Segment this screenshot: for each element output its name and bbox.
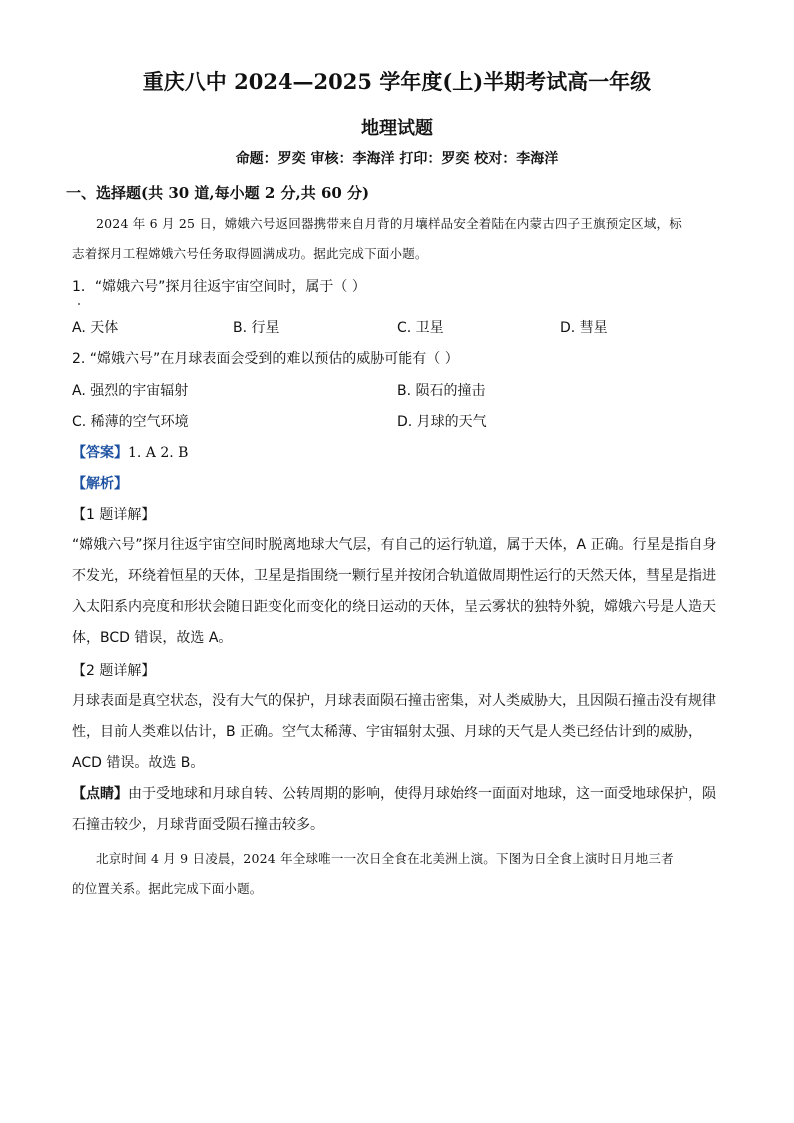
passage1-line1: 2024 年 6 月 25 日，嫦娥六号返回器携带来自月背的月壤样品安全着陆在内蒙古四子王旗预定区域，标 bbox=[96, 216, 682, 231]
section-heading: 一、选择题(共 30 道,每小题 2 分,共 60 分) bbox=[66, 184, 370, 202]
analysis-label: 【解析】 bbox=[72, 476, 128, 492]
subject-title: 地理试题 bbox=[361, 118, 433, 139]
question2-option-a: A. 强烈的宇宙辐射 bbox=[72, 383, 189, 399]
question1-stem: 1．“嫦娥六号”探月往返宇宙空间时，属于（ ） bbox=[72, 279, 366, 295]
answer-text: 1. A 2. B bbox=[128, 445, 189, 461]
detail1-line: 入太阳系内亮度和形状会随日距变化而变化的绕日运动的天体，呈云雾状的独特外貌，嫦娥六号是人造天 bbox=[72, 599, 716, 615]
question1-option-b: B. 行星 bbox=[233, 320, 280, 336]
detail1-line: “嫦娥六号”探月往返宇宙空间时脱离地球大气层，有自己的运行轨道，属于天体，A 正确。行星是指自身 bbox=[72, 537, 717, 553]
detail1-label: 【1 题详解】 bbox=[72, 507, 156, 523]
detail2-paragraph bbox=[72, 686, 724, 779]
question1-option-d: D. 彗星 bbox=[560, 320, 608, 336]
detail1-paragraph bbox=[72, 530, 724, 654]
question1-option-a: A. 天体 bbox=[72, 320, 119, 336]
question2-stem: 2. “嫦娥六号”在月球表面会受到的难以预估的威胁可能有（ ） bbox=[72, 351, 459, 367]
staff-line: 命题：罗奕 审核：李海洋 打印：罗奕 校对：李海洋 bbox=[235, 151, 559, 167]
detail2-line: 性，目前人类难以估计，B 正确。空气太稀薄、宇宙辐射太强、月球的天气是人类已经估计到的威胁， bbox=[72, 724, 703, 740]
passage2-line1: 北京时间 4 月 9 日凌晨，2024 年全球唯一一次日全食在北美洲上演。下图为日全食上演时日月地三者 bbox=[96, 851, 674, 866]
tip-line1: 由于受地球和月球自转、公转周期的影响，使得月球始终一面面对地球，这一面受地球保护，陨 bbox=[128, 786, 716, 802]
question2-option-c: C. 稀薄的空气环境 bbox=[72, 414, 189, 430]
tip-paragraph bbox=[72, 779, 724, 841]
detail2-line: ACD 错误。故选 B。 bbox=[72, 755, 205, 771]
tip-line2: 石撞击较少，月球背面受陨石撞击较多。 bbox=[72, 817, 324, 833]
detail1-line: 体，BCD 错误，故选 A。 bbox=[72, 630, 233, 646]
stray-dot bbox=[78, 303, 80, 305]
passage1-line2: 志着探月工程嫦娥六号任务取得圆满成功。据此完成下面小题。 bbox=[72, 246, 428, 261]
passage2-line2: 的位置关系。据此完成下面小题。 bbox=[72, 881, 263, 896]
question1-option-c: C. 卫星 bbox=[397, 320, 444, 336]
question2-option-d: D. 月球的天气 bbox=[397, 414, 487, 430]
detail1-line: 不发光，环绕着恒星的天体，卫星是指围绕一颗行星并按闭合轨道做周期性运行的天然天体，彗星是指进 bbox=[72, 568, 716, 584]
exam-title: 重庆八中 2024—2025 学年度(上)半期考试高一年级 bbox=[142, 69, 652, 94]
detail2-line: 月球表面是真空状态，没有大气的保护，月球表面陨石撞击密集，对人类威胁大，且因陨石撞击没有规律 bbox=[72, 693, 716, 709]
answer-line bbox=[72, 442, 188, 462]
analysis-line bbox=[72, 473, 128, 493]
question2-option-b: B. 陨石的撞击 bbox=[397, 383, 486, 399]
detail2-label: 【2 题详解】 bbox=[72, 663, 156, 679]
answer-label: 【答案】 bbox=[72, 445, 128, 461]
tip-label: 【点睛】 bbox=[72, 786, 128, 802]
